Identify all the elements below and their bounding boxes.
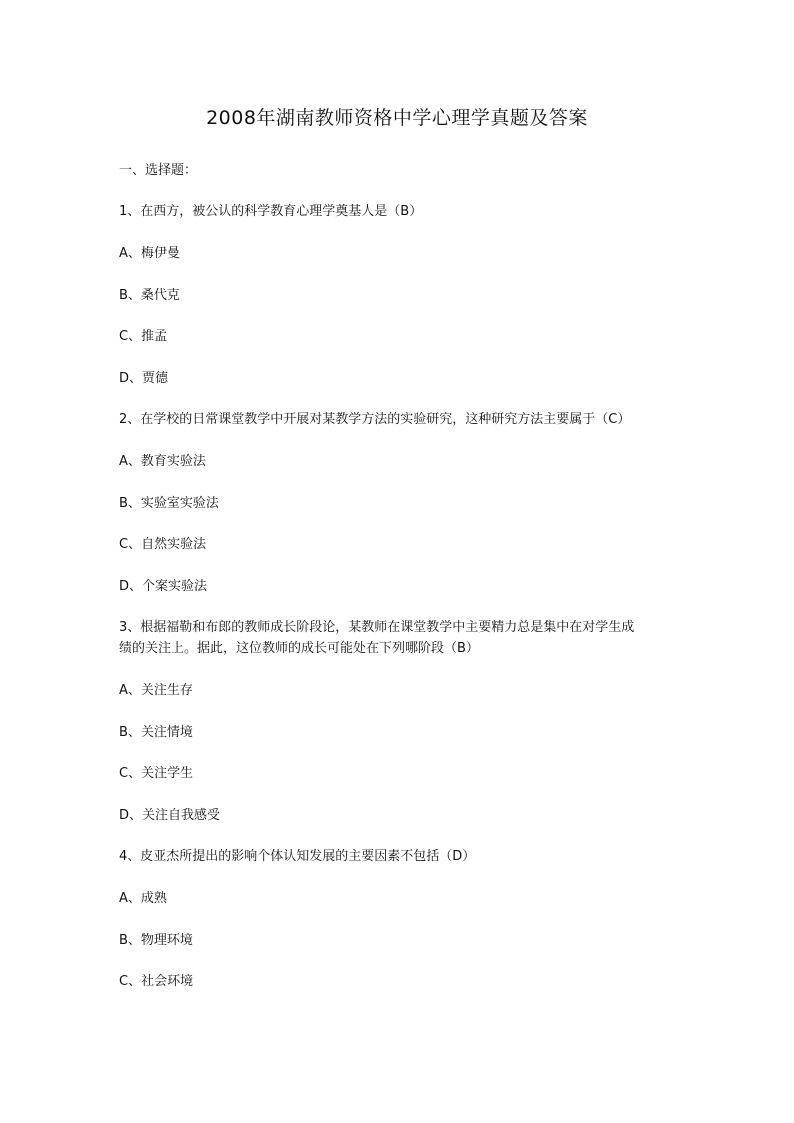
question-1-option-a: A、梅伊曼 [119,246,180,261]
question-2-option-c: C、自然实验法 [119,537,207,552]
document-title: 2008年湖南教师资格中学心理学真题及答案 [206,107,588,129]
question-1-option-d: D、贾德 [119,371,169,386]
question-4-option-b: B、物理环境 [119,933,193,948]
question-3-option-b: B、关注情境 [119,725,193,740]
question-3-option-d: D、关注自我感受 [119,808,221,823]
question-3-stem-line-1: 3、根据福勒和布郎的教师成长阶段论，某教师在课堂教学中主要精力总是集中在对学生成 [119,620,635,635]
question-3-stem-line-2: 绩的关注上。据此，这位教师的成长可能处在下列哪阶段（B） [119,641,479,656]
question-3-option-a: A、关注生存 [119,683,193,698]
question-2-option-a: A、教育实验法 [119,454,206,469]
question-2-stem: 2、在学校的日常课堂教学中开展对某教学方法的实验研究，这种研究方法主要属于（C） [119,412,631,427]
question-4-stem: 4、皮亚杰所提出的影响个体认知发展的主要因素不包括（D） [119,849,476,864]
question-2-option-d: D、个案实验法 [119,579,208,594]
question-2-option-b: B、实验室实验法 [119,496,219,511]
question-4-option-a: A、成熟 [119,891,167,906]
question-3-option-c: C、关注学生 [119,766,194,781]
question-1-option-b: B、桑代克 [119,288,180,303]
question-1-option-c: C、推孟 [119,329,168,344]
question-1-stem: 1、在西方，被公认的科学教育心理学奠基人是（B） [119,204,423,219]
section-heading: 一、选择题： [119,163,198,178]
question-4-option-c: C、社会环境 [119,974,194,989]
